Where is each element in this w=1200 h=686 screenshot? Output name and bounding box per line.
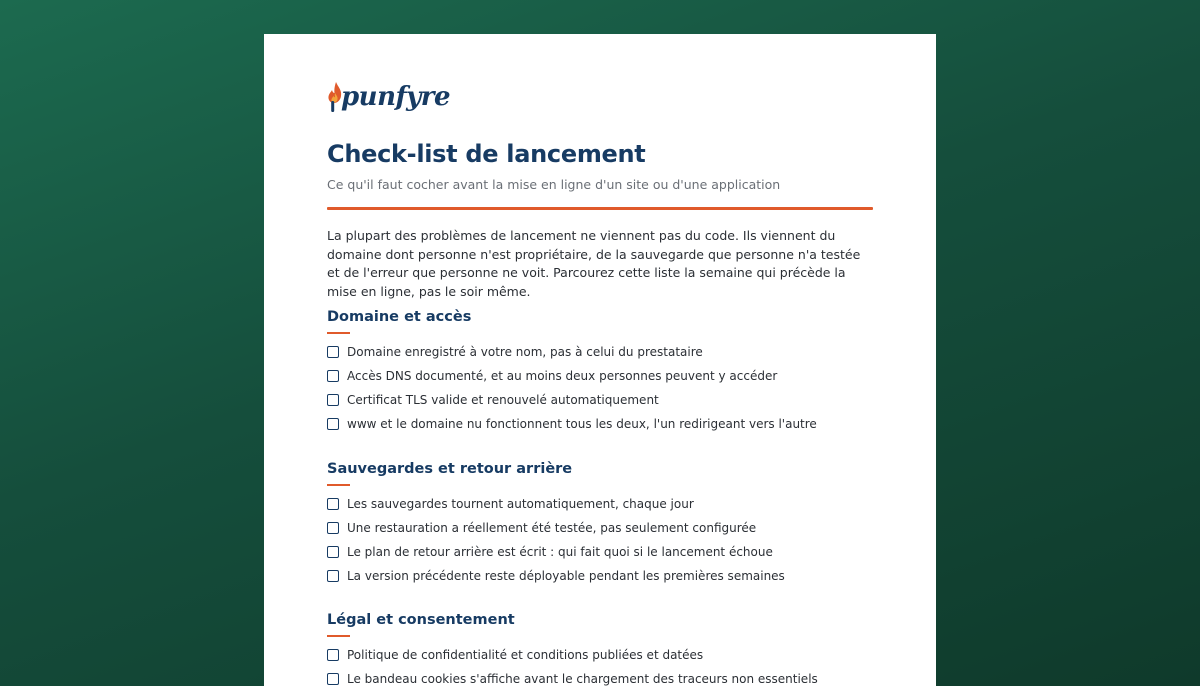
checklist-item-label: Le plan de retour arrière est écrit : qui fait quoi si le lancement échoue (347, 545, 773, 559)
checklist-item[interactable] (327, 670, 818, 686)
checkbox[interactable] (327, 394, 339, 406)
checklist-item[interactable] (327, 567, 785, 585)
intro-paragraph: La plupart des problèmes de lancement ne viennent pas du code. Ils viennent du domaine dont personne n'est propriétaire, de la sauvegarde que personne n'a testée et de l'erreur que personne ne voit. Parcourez cette liste la semaine qui précède la mise en ligne, pas le soir même. (327, 228, 861, 299)
checkbox[interactable] (327, 570, 339, 582)
checklist-item[interactable] (327, 646, 703, 664)
section-title: Légal et consentement (327, 612, 515, 628)
section-domaine-et-acces (327, 308, 873, 431)
checklist-item[interactable] (327, 519, 756, 537)
checklist-item[interactable] (327, 391, 659, 409)
checkbox[interactable] (327, 346, 339, 358)
checklist-item-label: Certificat TLS valide et renouvelé automatiquement (347, 393, 659, 407)
checkbox[interactable] (327, 370, 339, 382)
checklist-item-label: Domaine enregistré à votre nom, pas à celui du prestataire (347, 345, 703, 359)
section-legal-et-consentement (327, 611, 873, 686)
checklist-item-label: Politique de confidentialité et conditions publiées et datées (347, 648, 704, 662)
checklist-item[interactable] (327, 543, 773, 561)
checklist-item[interactable] (327, 495, 694, 513)
checklist-item-label: La version précédente reste déployable pendant les premières semaines (347, 569, 785, 583)
section-title: Sauvegardes et retour arrière (327, 461, 573, 477)
section-sauvegardes-et-retour-arriere (327, 460, 873, 583)
checklist-item-label: Les sauvegardes tournent automatiquement, chaque jour (347, 497, 694, 511)
checklist-item[interactable] (327, 343, 703, 361)
section-underline (327, 332, 350, 334)
checkbox[interactable] (327, 418, 339, 430)
title-divider (327, 207, 873, 210)
checklist-item[interactable] (327, 415, 817, 433)
page-subtitle: Ce qu'il faut cocher avant la mise en ligne d'un site ou d'une application (327, 177, 781, 192)
brand-logo (327, 80, 450, 114)
checkbox[interactable] (327, 649, 339, 661)
checkbox[interactable] (327, 498, 339, 510)
section-underline (327, 484, 350, 486)
section-title: Domaine et accès (327, 309, 472, 325)
checklist-item[interactable] (327, 367, 777, 385)
checkbox[interactable] (327, 546, 339, 558)
section-underline (327, 635, 350, 637)
checklist-item-label: Une restauration a réellement été testée, pas seulement configurée (347, 521, 757, 535)
checkbox[interactable] (327, 673, 339, 685)
checklist-item-label: Accès DNS documenté, et au moins deux personnes peuvent y accéder (347, 369, 778, 383)
logo-wordmark: punfyre (341, 82, 451, 112)
checklist-item-label: www et le domaine nu fonctionnent tous les deux, l'un redirigeant vers l'autre (347, 417, 817, 431)
document-page (264, 34, 936, 686)
checklist-item-label: Le bandeau cookies s'affiche avant le chargement des traceurs non essentiels (347, 672, 818, 686)
page-title: Check-list de lancement (327, 140, 646, 168)
checkbox[interactable] (327, 522, 339, 534)
